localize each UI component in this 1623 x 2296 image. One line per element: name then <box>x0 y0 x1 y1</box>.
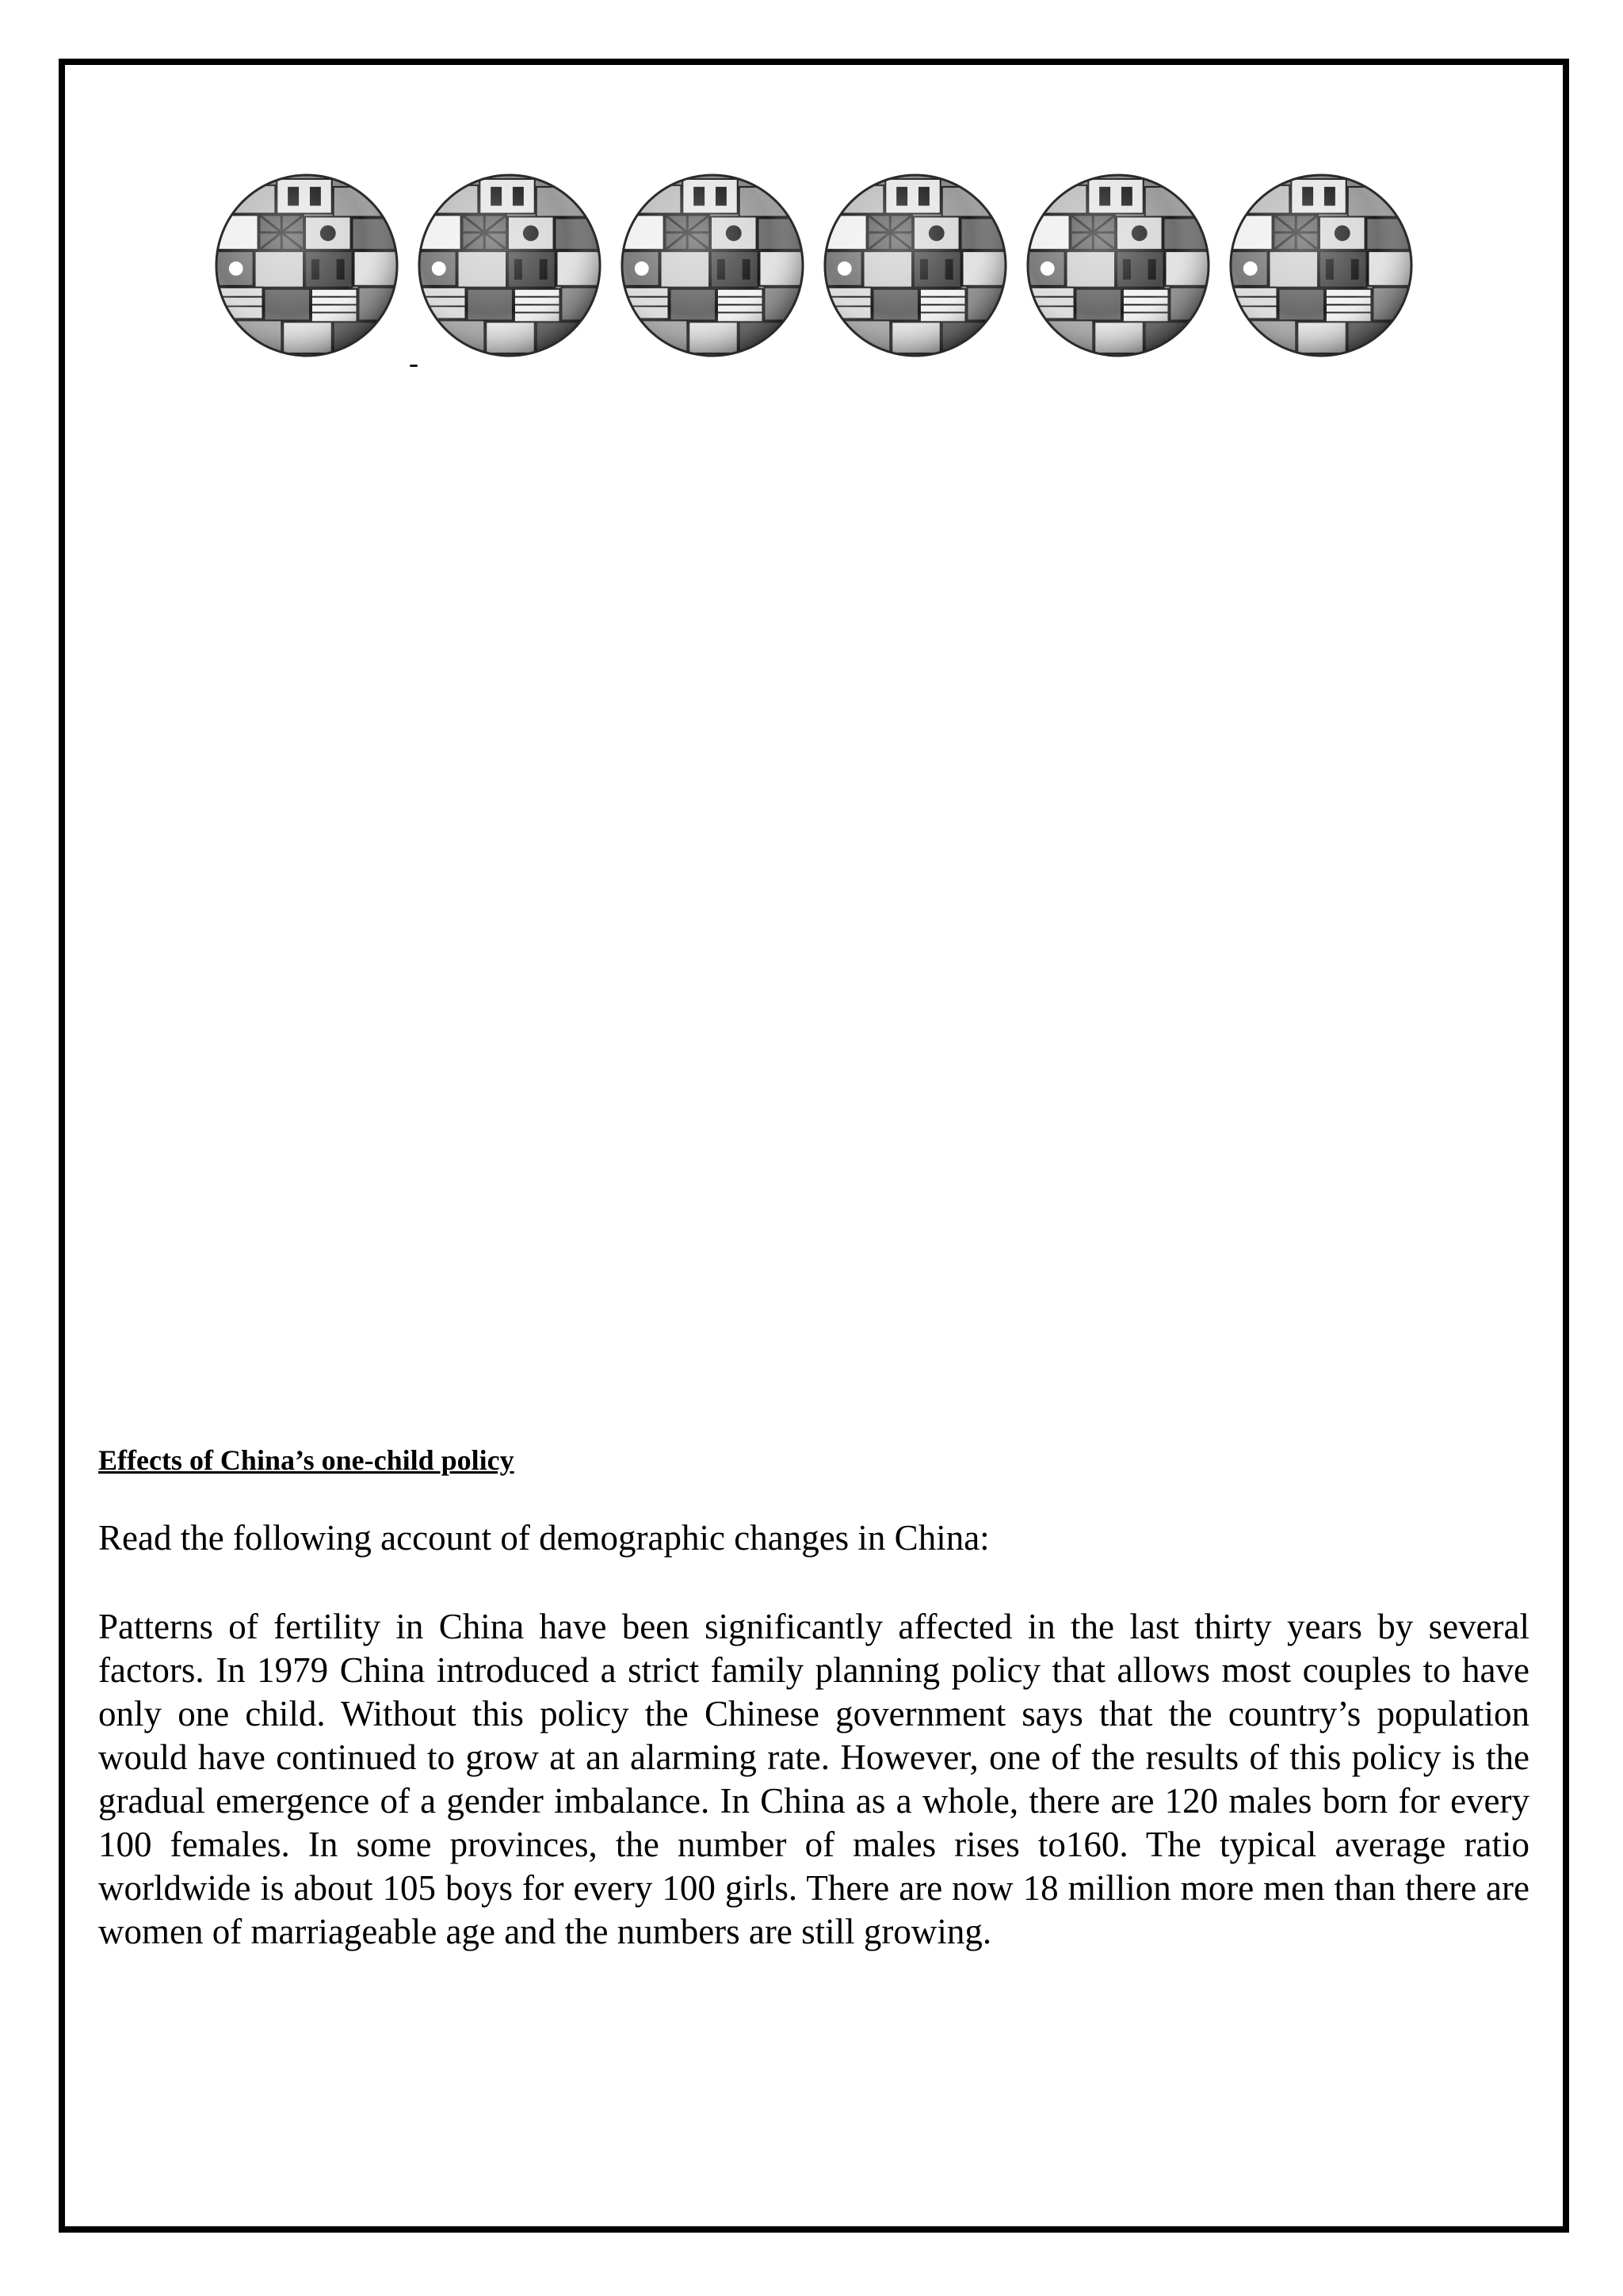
flag-globe-icon <box>212 171 401 360</box>
body-paragraph: Patterns of fertility in China have been significantly affected in the last thirty years by several factors. In 1979 China introduced a strict family planning policy that allows most couples to have only one child. Without this policy the Chinese government says that the country’s population would have continued to grow at an alarming rate. However, one of the results of this policy is the gradual emergence of a gender imbalance. In China as a whole, there are 120 males born for every 100 females. In some provinces, the number of males rises to160. The typical average ratio worldwide is about 105 boys for every 100 girls. There are now 18 million more men than there are women of marriageable age and the numbers are still growing. <box>98 1607 1529 1951</box>
flag-globe-icon <box>618 171 807 360</box>
section-heading: Effects of China’s one-child policy <box>98 1444 514 1476</box>
flag-globe-icon <box>1024 171 1212 360</box>
globe-banner <box>212 171 1430 369</box>
stray-mark: - <box>409 347 418 379</box>
flag-globe-icon <box>821 171 1010 360</box>
flag-globe-icon <box>415 171 604 360</box>
flag-globe-icon <box>1227 171 1415 360</box>
intro-text: Read the following account of demographic changes in China: <box>98 1518 990 1558</box>
